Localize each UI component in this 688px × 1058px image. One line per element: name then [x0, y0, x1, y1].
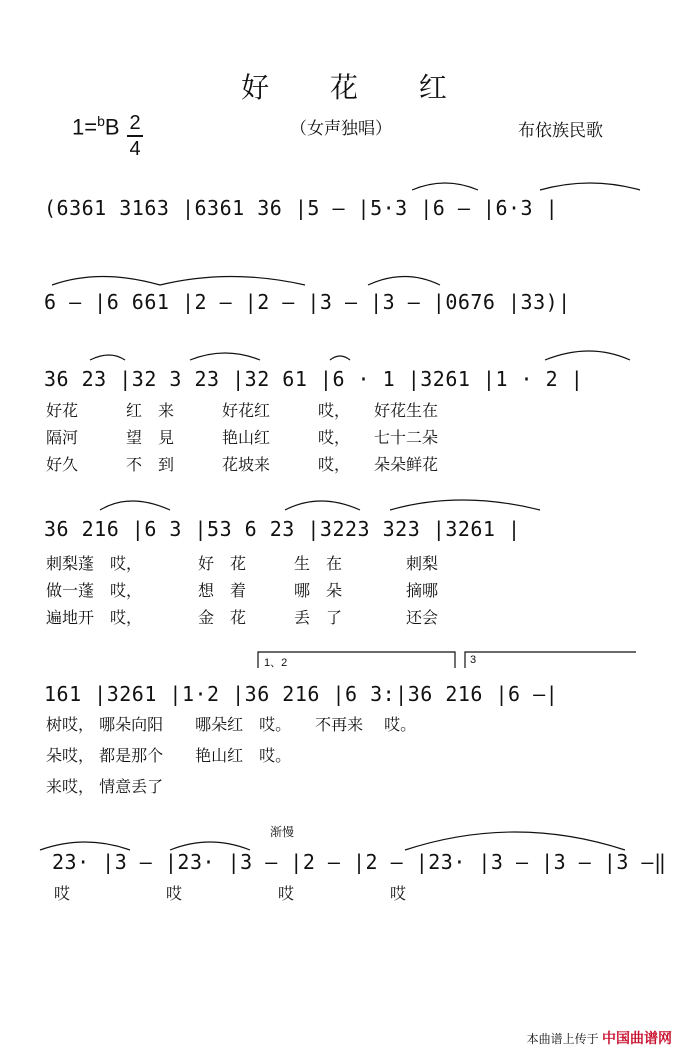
site-logo[interactable]: 中国曲谱网: [602, 1030, 672, 1046]
key-note: B: [104, 114, 120, 140]
footer-credit: [527, 1028, 672, 1048]
key-prefix: 1=: [72, 114, 98, 140]
lyric-row-3-verse-2: 隔河 望 見 艳山红 哎， 七十二朵: [46, 428, 439, 447]
lyric-row-4-verse-2: 做一蓬 哎， 想 着 哪 朵 摘哪: [46, 581, 439, 600]
volta-ending-1: 1、2: [264, 657, 288, 669]
music-row-2: 6 — |6 661 |2 — |2 — |3 — |3 — |0676 |33)|: [44, 290, 571, 314]
music-row-1: (6361 3163 |6361 36 |5 — |5·3 |6 — |6·3 |: [44, 196, 559, 220]
subtitle: （女声独唱）: [290, 119, 392, 139]
meter-top: 2: [129, 112, 141, 134]
meter-bottom: 4: [129, 138, 141, 160]
music-row-4: 36 216 |6 3 |53 6 23 |3223 323 |3261 |: [44, 517, 521, 541]
lyric-row-5-verse-2: 朵哎， 都是那个 艳山红 哎。: [46, 746, 292, 765]
lyric-row-3-verse-1: 好花 红 来 好花红 哎， 好花生在: [46, 401, 439, 420]
lyric-row-4-verse-1: 刺梨蓬 哎， 好 花 生 在 刺梨: [46, 554, 439, 573]
lyric-row-4-verse-3: 遍地开 哎， 金 花 丢 了 还会: [46, 608, 439, 627]
music-row-6: 23· |3 — |23· |3 — |2 — |2 — |23· |3 — |3 — |3 —‖: [52, 850, 667, 874]
lyric-row-6-verse-1: 哎 哎 哎 哎: [54, 884, 407, 903]
music-row-3: 36 23 |32 3 23 |32 61 |6 · 1 |3261 |1 · 2 |: [44, 367, 584, 391]
score-title: 好 花 红: [241, 71, 473, 104]
volta-ending-2: 3: [470, 654, 477, 666]
lyric-row-5-verse-3: 来哎， 情意丢了: [46, 777, 164, 796]
origin-credit: 布依族民歌: [518, 121, 603, 141]
tempo-marking: 渐慢: [270, 825, 295, 839]
music-row-5: 161 |3261 |1·2 |36 216 |6 3:|36 216 |6 —|: [44, 682, 559, 706]
lyric-row-3-verse-3: 好久 不 到 花坡来 哎， 朵朵鲜花: [46, 455, 439, 474]
key-flat: b: [97, 113, 105, 129]
footer-text: 本曲谱上传于: [526, 1032, 599, 1046]
lyric-row-5-verse-1: 树哎， 哪朵向阳 哪朵红 哎。 不再来 哎。: [46, 715, 417, 734]
